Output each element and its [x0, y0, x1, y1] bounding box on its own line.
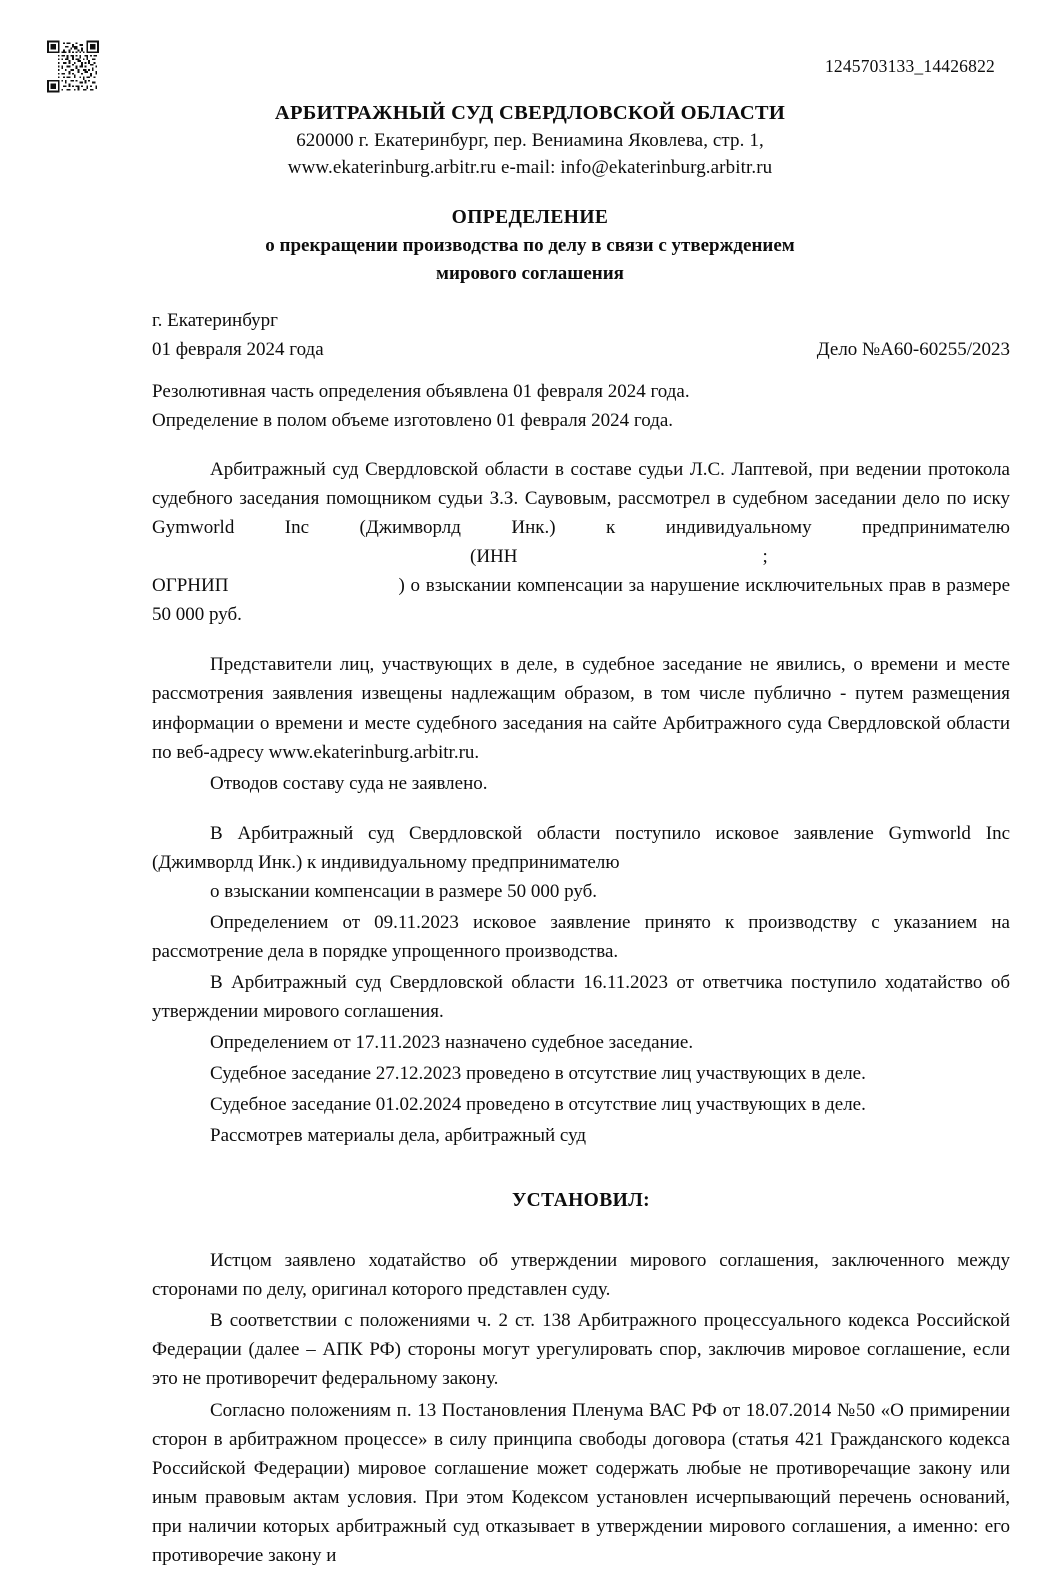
ogrnip-label: ОГРНИП: [152, 575, 229, 597]
document-title-block: [0, 203, 1060, 287]
intro-text-part2: ) о взыскании компенсации за нарушение исключительных прав в размере 50 000 руб.: [152, 575, 1010, 626]
ustanovil-heading: УСТАНОВИЛ:: [511, 1190, 651, 1212]
document-code: 1245703133_14426822: [824, 56, 995, 76]
city-label: г. Екатеринбург: [152, 310, 278, 331]
case-number: Дело №А60-60255/2023: [816, 338, 1010, 360]
claim-text-part1: В Арбитражный суд Свердловской области поступило исковое заявление Gymworld Inc (Джимворлд Инк.) к индивидуальному предпринимателю: [152, 822, 1010, 873]
court-website-email: www.ekaterinburg.arbitr.ru e-mail: info@ekaterinburg.arbitr.ru: [287, 156, 773, 178]
paragraph-plenum-provision: Согласно положениям п. 13 Постановления Пленума ВАС РФ от 18.07.2014 №50 «О примирении сторон в арбитражном процессе» в силу принципа свободы договора (статья 421 Гражданского кодекса Российской Федерации) мировое соглашение может содержать любые не противоречащие закону или иным правовым актам условия. При этом Кодексом установлен исчерпывающий перечень оснований, при наличии которых арбитражный суд отказывает в утверждении мирового соглашения, а именно: его противоречие закону и: [152, 1399, 1010, 1566]
inn-label: (ИНН: [470, 546, 518, 568]
document-meta: [152, 307, 1010, 364]
court-address: 620000 г. Екатеринбург, пер. Вениамина Яковлева, стр. 1,: [296, 129, 764, 151]
paragraph-motion-by-plaintiff: Истцом заявлено ходатайство об утверждении мирового соглашения, заключенного между сторонами по делу, оригинал которого представлен суду.: [152, 1250, 1010, 1301]
intro-text-part1: Арбитражный суд Свердловской области в составе судьи Л.С. Лаптевой, при ведении протокола судебного заседания помощником судьи З.З. Саувовым, рассмотрел в судебном заседании дело по иску Gymworld Inc (Джимворлд Инк.) к индивидуальному предпринимателю: [152, 459, 1010, 539]
qr-code-icon: [47, 40, 99, 93]
paragraph-intro: [152, 455, 1010, 629]
decision-date: 01 февраля 2024 года: [152, 338, 324, 360]
paragraph-hearing-2: Судебное заседание 01.02.2024 проведено в отсутствие лиц участвующих в деле.: [210, 1094, 866, 1116]
court-name: АРБИТРАЖНЫЙ СУД СВЕРДЛОВСКОЙ ОБЛАСТИ: [274, 102, 786, 124]
document-subtitle-line2: мирового соглашения: [436, 262, 624, 284]
paragraph-attendance: Представители лиц, участвующих в деле, в судебное заседание не явились, о времени и месте рассмотрения заявления извещены надлежащим образом, в том числе публично - путем размещения информации о времени и месте судебного заседания на сайте Арбитражного суда Свердловской области по веб-адресу www.ekaterinburg.arbitr.ru.: [152, 654, 1010, 763]
paragraph-no-challenges: Отводов составу суда не заявлено.: [210, 772, 488, 794]
document-subtitle-line1: о прекращении производства по делу в связи с утверждением: [265, 235, 795, 257]
paragraph-accepted: Определением от 09.11.2023 исковое заявление принято к производству с указанием на рассмотрение дела в порядке упрощенного производства.: [152, 911, 1010, 962]
paragraph-hearing-1: Судебное заседание 27.12.2023 проведено в отсутствие лиц участвующих в деле.: [210, 1063, 866, 1085]
court-heading: [0, 100, 1060, 182]
document-header: [0, 38, 1060, 98]
announcement-line-1: Резолютивная часть определения объявлена 01 февраля 2024 года.: [152, 381, 690, 402]
document-body: [152, 455, 1010, 1570]
paragraph-hearing-appointed: Определением от 17.11.2023 назначено судебное заседание.: [210, 1032, 694, 1054]
intro-semicolon: ;: [762, 546, 768, 568]
document-type-title: ОПРЕДЕЛЕНИЕ: [451, 207, 609, 228]
paragraph-reviewed: Рассмотрев материалы дела, арбитражный суд: [210, 1125, 587, 1147]
paragraph-motion-received: В Арбитражный суд Свердловской области 16.11.2023 от ответчика поступило ходатайство об утверждении мирового соглашения.: [152, 972, 1010, 1023]
claim-text-part2: о взыскании компенсации в размере 50 000 руб.: [210, 880, 598, 902]
paragraph-claim: [152, 819, 1010, 906]
announcement-line-2: Определение в полом объеме изготовлено 01 февраля 2024 года.: [152, 409, 674, 431]
paragraph-apk-provision: В соответствии с положениями ч. 2 ст. 138 Арбитражного процессуального кодекса Российской Федерации (далее – АПК РФ) стороны могут урегулировать спор, заключив мировое соглашение, если это не противоречит федеральному закону.: [152, 1310, 1010, 1390]
announcement-block: [152, 378, 1010, 436]
